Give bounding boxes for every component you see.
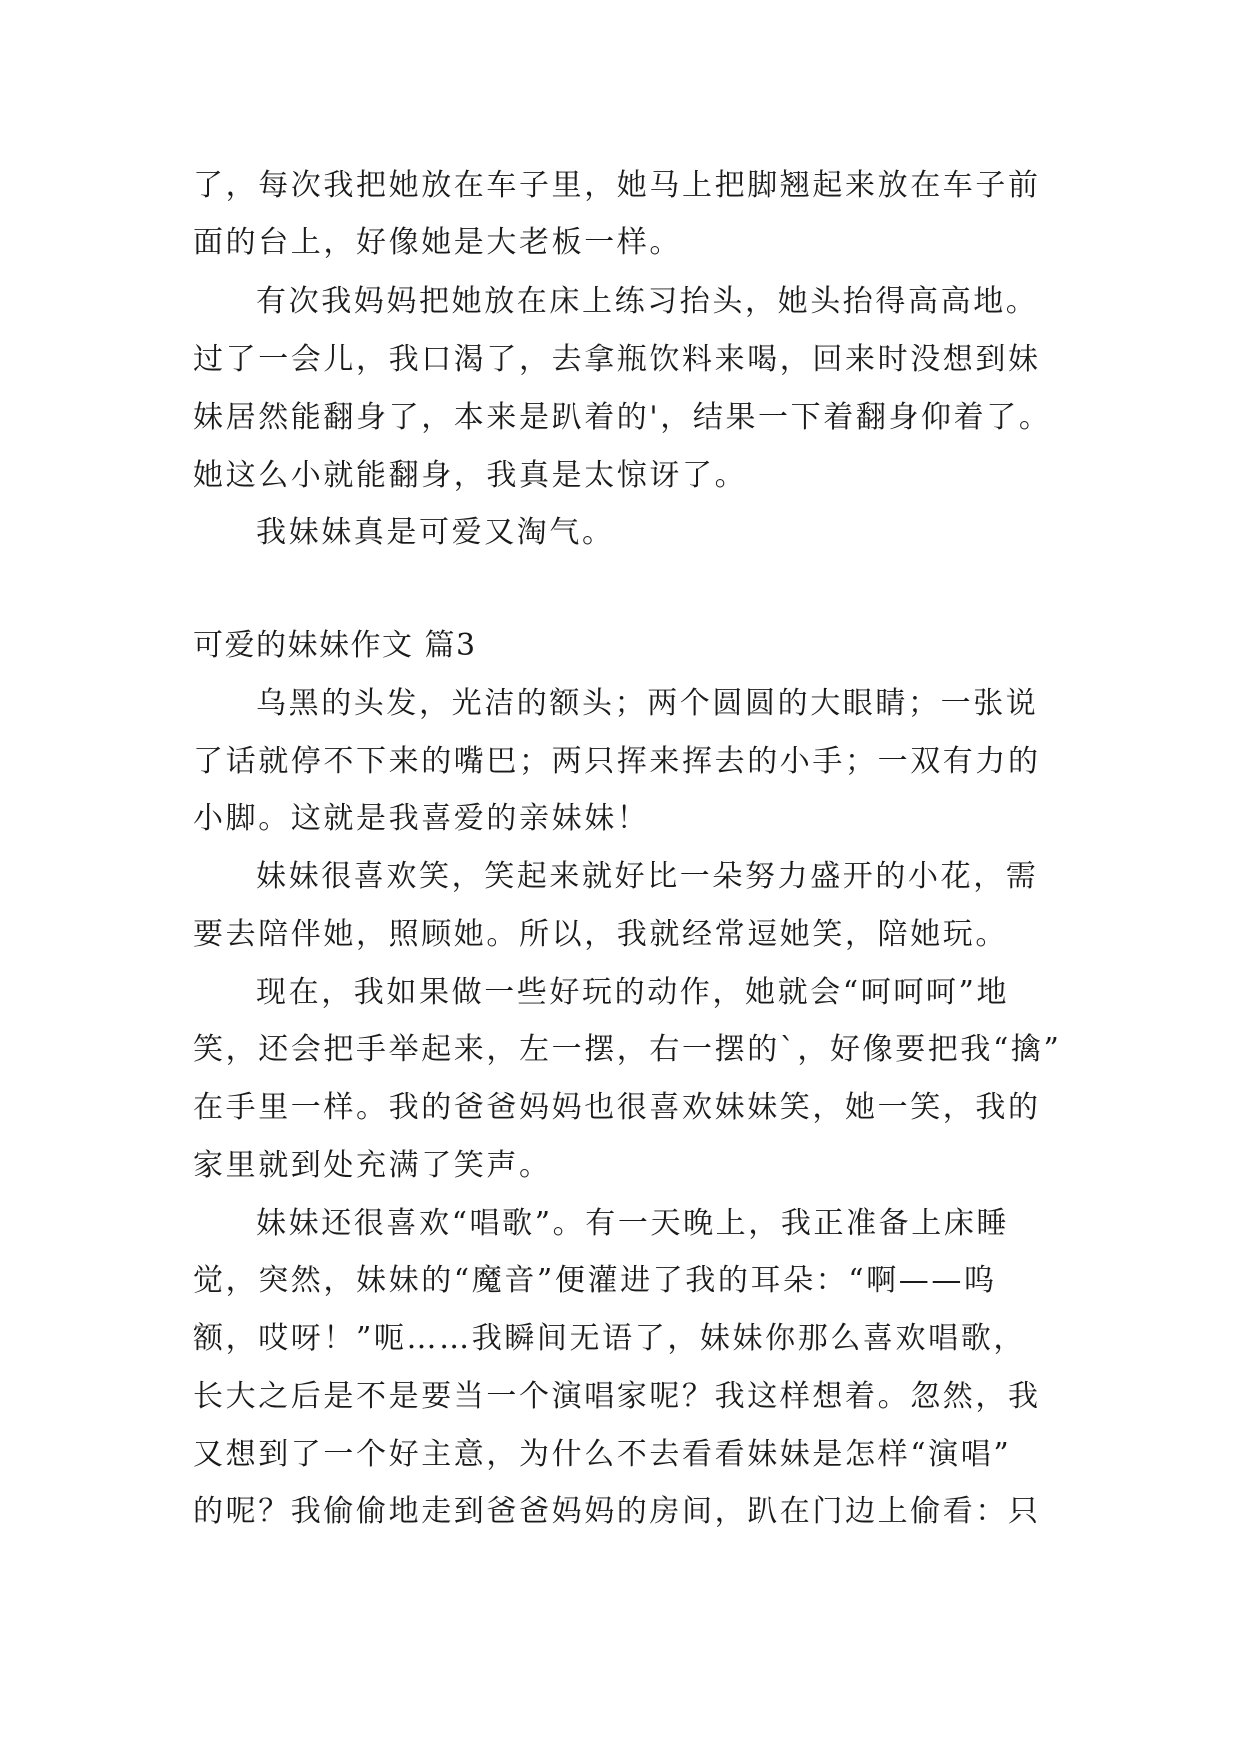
text-line: 小脚。这就是我喜爱的亲妹妹！ [193,801,650,836]
text-line: 我妹妹真是可爱又淘气。 [256,515,615,550]
text-line: 现在，我如果做一些好玩的动作，她就会“呵呵呵”地 [256,975,1010,1010]
text-line: 要去陪伴她，照顾她。所以，我就经常逗她笑，陪她玩。 [193,917,1008,952]
section-heading: 可爱的妹妹作文 篇3 [193,628,477,663]
text-line: 额，哎呀！”呃……我瞬间无语了，妹妹你那么喜欢唱歌， [193,1321,1026,1356]
text-line: 了话就停不下来的嘴巴；两只挥来挥去的小手；一双有力的 [193,744,1041,779]
text-line: 妹妹很喜欢笑，笑起来就好比一朵努力盛开的小花，需 [256,859,1039,894]
text-line: 长大之后是不是要当一个演唱家呢？我这样想着。忽然，我 [193,1379,1041,1414]
text-line: 家里就到处充满了笑声。 [193,1148,552,1183]
text-line: 觉，突然，妹妹的“魔音”便灌进了我的耳朵：“啊——呜 [193,1263,997,1298]
text-line: 笑，还会把手举起来，左一摆，右一摆的`，好像要把我“擒” [193,1032,1062,1067]
text-line: 过了一会儿，我口渴了，去拿瓶饮料来喝，回来时没想到妹 [193,342,1041,377]
text-line: 在手里一样。我的爸爸妈妈也很喜欢妹妹笑，她一笑，我的 [193,1090,1041,1125]
text-line: 有次我妈妈把她放在床上练习抬头，她头抬得高高地。 [256,284,1039,319]
text-line: 面的台上，好像她是大老板一样。 [193,225,682,260]
text-line: 又想到了一个好主意，为什么不去看看妹妹是怎样“演唱” [193,1437,1012,1472]
text-line: 妹妹还很喜欢“唱歌”。有一天晚上，我正准备上床睡 [256,1206,1010,1241]
text-line: 妹居然能翻身了，本来是趴着的'，结果一下着翻身仰着了。 [193,400,1052,435]
text-line: 她这么小就能翻身，我真是太惊讶了。 [193,458,748,493]
text-line: 乌黑的头发，光洁的额头；两个圆圆的大眼睛；一张说 [256,686,1039,721]
text-line: 了，每次我把她放在车子里，她马上把脚翘起来放在车子前 [193,168,1041,203]
text-line: 的呢？我偷偷地走到爸爸妈妈的房间，趴在门边上偷看：只 [193,1494,1041,1529]
